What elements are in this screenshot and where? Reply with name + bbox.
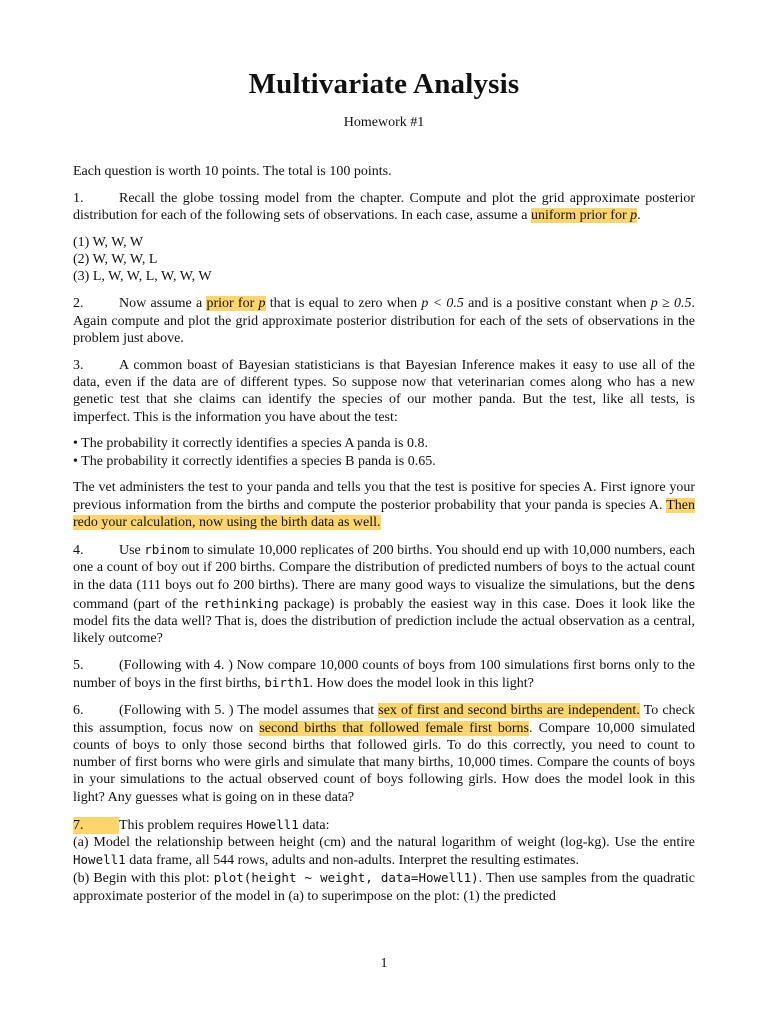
question-2 xyxy=(73,295,695,347)
question-text: data: xyxy=(298,817,330,833)
list-item: (3) L, W, W, L, W, W, W xyxy=(73,269,212,285)
highlight-text: prior for xyxy=(206,296,259,312)
math-variable: p xyxy=(258,296,266,312)
question-number: 6. xyxy=(73,703,84,719)
list-item: • The probability it correctly identifies a species B panda is 0.65. xyxy=(73,453,436,469)
highlight: Then redo your calculation, now using the birth data as well. xyxy=(73,497,695,531)
question-number: 5. xyxy=(73,658,84,674)
question-3 xyxy=(73,357,695,426)
highlight: second births that followed female first borns xyxy=(259,720,530,736)
page-number: 1 xyxy=(380,956,388,971)
list-item: (2) W, W, W, L xyxy=(73,252,158,268)
observation-list xyxy=(73,234,695,286)
question-text: . Again compute and plot the grid approximate posterior distribution for each of the sets of observations in the problem just above. xyxy=(73,296,696,346)
code-snippet: Howell1 xyxy=(73,852,126,868)
question-text: The vet administers the test to your panda and tells you that the test is positive for species A. First ignore your previous information from the births and compute the posterior probability that your panda is species A. xyxy=(73,480,695,513)
question-text: This problem requires xyxy=(119,817,247,833)
document-body xyxy=(73,163,695,905)
intro-text: Each question is worth 10 points. The total is 100 points. xyxy=(73,164,392,179)
highlight xyxy=(531,208,637,223)
question-text: (a) Model the relationship between height (cm) and the natural logarithm of weight (log-kg). Use the entire xyxy=(73,834,695,850)
math-expression: p ≥ 0.5 xyxy=(650,296,692,312)
question-7 xyxy=(73,816,695,905)
code-snippet: dens xyxy=(664,577,695,593)
question-5 xyxy=(73,657,695,693)
page-title: Multivariate Analysis xyxy=(248,68,520,100)
question-text: Recall the globe tossing model from the chapter. Compute and plot the grid approximate posterior distribution for each of the following sets of observations. In each case, assume a xyxy=(73,190,695,224)
question-number: 1. xyxy=(73,190,84,206)
question-4 xyxy=(73,541,695,648)
question-text: . How does the model look in this light? xyxy=(309,676,534,692)
intro-paragraph xyxy=(73,163,695,180)
question-text: . Compare 10,000 simulated counts of boys to only those second births that followed girls. To do this correctly, you need to count to number of first borns who were girls and simulate that many births, 10,000 times. Compare the counts of boys in your simulations to the actual observed count of boys following girls. How does the model look in this light? Any guesses what is going on in these data? xyxy=(73,720,695,805)
question-1 xyxy=(73,190,695,225)
question-number: 7. xyxy=(73,817,119,834)
question-3-followup xyxy=(73,479,695,531)
question-text: command (part of the xyxy=(73,596,204,612)
bullet-list xyxy=(73,435,695,470)
question-text: package) is probably the easiest way in this case. Does it look like the model fits the data well? That is, does the distribution of prediction include the actual observation as a central, likely outcome? xyxy=(73,596,695,647)
math-variable: p xyxy=(630,208,638,224)
question-number: 4. xyxy=(73,542,84,558)
question-text: . Then use samples from the quadratic approximate posterior of the model in (a) to superimpose on the plot: (1) the predicted xyxy=(73,871,695,904)
question-text: data frame, all 544 rows, adults and non-adults. Interpret the resulting estimates. xyxy=(125,853,580,869)
math-expression: p < 0.5 xyxy=(421,296,464,312)
list-item: (1) W, W, W xyxy=(73,234,144,250)
question-text: (Following with 5. ) The model assumes that xyxy=(119,703,379,719)
question-text: To check this assumption, focus now on xyxy=(73,703,695,736)
question-text: that is equal to zero when xyxy=(265,296,422,312)
highlight-text: uniform prior for xyxy=(530,208,631,224)
question-text: A common boast of Bayesian statisticians is that Bayesian Inference makes it easy to use all of the data, even if the data are of different types. So suppose now that veterinarian comes along who has a new genetic test that she claims can identify the species of our mother panda. But the test, like all tests, is imperfect. This is the information you have about the test: xyxy=(73,357,695,425)
page-subtitle: Homework #1 xyxy=(343,115,425,130)
question-text: to simulate 10,000 replicates of 200 births. You should end up with 10,000 numbers, each one a count of boy out if 200 births. Compare the distribution of predicted numbers of boys to the actual count in the data (111 boys out fo 200 births). There are many good ways to visualize the simulations, but the xyxy=(73,542,695,594)
code-snippet: Howell1 xyxy=(246,816,299,832)
question-text: (b) Begin with this plot: xyxy=(73,871,214,887)
question-text: Use xyxy=(119,542,145,558)
list-item: • The probability it correctly identifies a species A panda is 0.8. xyxy=(73,436,428,452)
code-snippet: rbinom xyxy=(144,541,190,557)
question-text: and is a positive constant when xyxy=(463,296,651,312)
code-snippet: plot(height ~ weight, data=Howell1) xyxy=(213,870,479,886)
question-number: 2. xyxy=(73,296,84,312)
question-text: . xyxy=(637,208,641,224)
code-snippet: birth1 xyxy=(264,675,310,691)
question-text: Now assume a xyxy=(119,296,207,312)
question-6 xyxy=(73,702,695,806)
highlight: sex of first and second births are independent. xyxy=(378,703,640,719)
code-snippet: rethinking xyxy=(203,595,279,611)
highlight xyxy=(206,296,265,311)
question-text: (Following with 4. ) Now compare 10,000 counts of boys from 100 simulations first borns only to the number of boys in the first births, xyxy=(73,658,695,692)
question-number: 3. xyxy=(73,357,84,373)
